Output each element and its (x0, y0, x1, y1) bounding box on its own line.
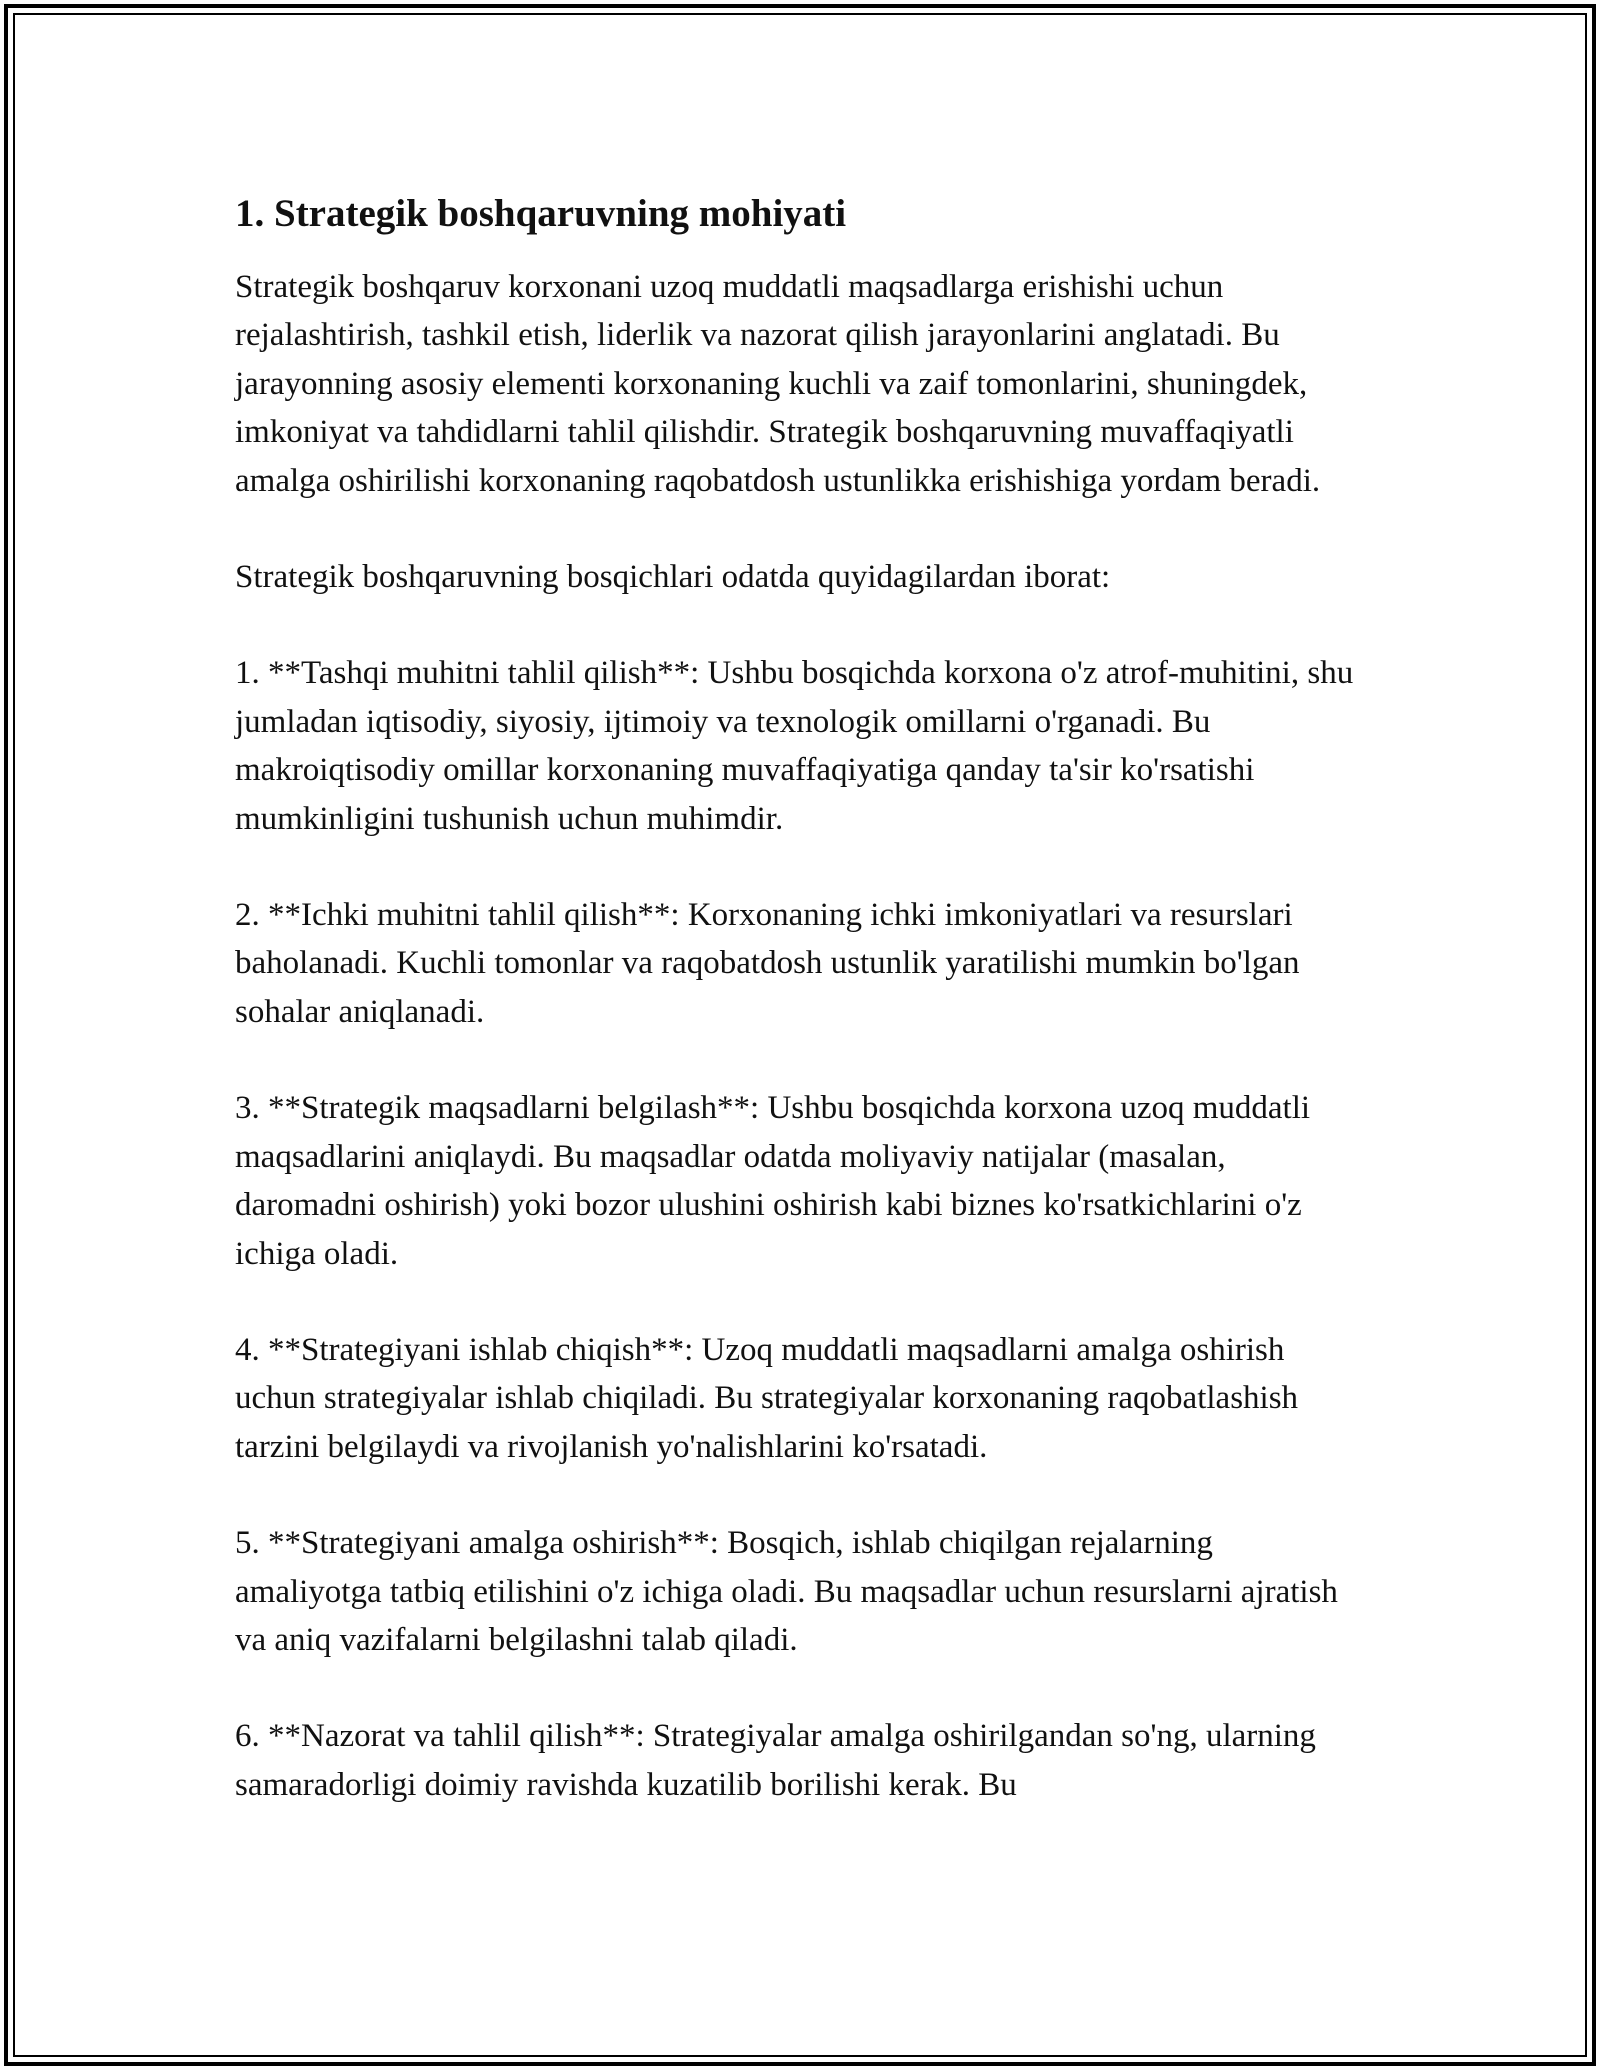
intro-paragraph: Strategik boshqaruv korxonani uzoq muddatli maqsadlarga erishishi uchun rejalashtirish, tashkil etish, liderlik va nazorat qilish jarayonlarini anglatadi. Bu jarayonning asosiy elementi korxonaning kuchli va zaif tomonlarini, shuningdek, imkoniyat va tahdidlarni tahlil qilishdir. Strategik boshqaruvning muvaffaqiyatli amalga oshirilishi korxonaning raqobatdosh ustunlikka erishishiga yordam beradi. (235, 269, 1321, 499)
stage-1-paragraph: 1. **Tashqi muhitni tahlil qilish**: Ushbu bosqichda korxona o'z atrof-muhitini, shu jumladan iqtisodiy, siyosiy, ijtimoiy va texnologik omillarni o'rganadi. Bu makroiqtisodiy omillar korxonaning muvaffaqiyatiga qanday ta'sir ko'rsatishi mumkinligini tushunish uchun muhimdir. (235, 655, 1354, 837)
document-body (235, 183, 1365, 1857)
section-heading: 1. Strategik boshqaruvning mohiyati (235, 192, 847, 235)
stage-6-paragraph: 6. **Nazorat va tahlil qilish**: Strategiyalar amalga oshirilgandan so'ng, ularning samaradorligi doimiy ravishda kuzatilib borilishi kerak. Bu (235, 1718, 1316, 1803)
stage-5-paragraph: 5. **Strategiyani amalga oshirish**: Bosqich, ishlab chiqilgan rejalarning amaliyotga tatbiq etilishini o'z ichiga oladi. Bu maqsadlar uchun resurslarni ajratish va aniq vazifalarni belgilashni talab qiladi. (235, 1525, 1338, 1658)
stage-2-paragraph: 2. **Ichki muhitni tahlil qilish**: Korxonaning ichki imkoniyatlari va resurslari baholanadi. Kuchli tomonlar va raqobatdosh ustunlik yaratilishi mumkin bo'lgan sohalar aniqlanadi. (235, 897, 1300, 1030)
stages-intro-paragraph: Strategik boshqaruvning bosqichlari odatda quyidagilardan iborat: (235, 559, 1111, 596)
stage-4-paragraph: 4. **Strategiyani ishlab chiqish**: Uzoq muddatli maqsadlarni amalga oshirish uchun strategiyalar ishlab chiqiladi. Bu strategiyalar korxonaning raqobatlashish tarzini belgilaydi va rivojlanish yo'nalishlarini ko'rsatadi. (235, 1331, 1299, 1465)
stage-3-paragraph: 3. **Strategik maqsadlarni belgilash**: Ushbu bosqichda korxona uzoq muddatli maqsadlarini aniqlaydi. Bu maqsadlar odatda moliyaviy natijalar (masalan, daromadni oshirish) yoki bozor ulushini oshirish kabi biznes ko'rsatkichlarini o'z ichiga oladi. (235, 1090, 1311, 1272)
